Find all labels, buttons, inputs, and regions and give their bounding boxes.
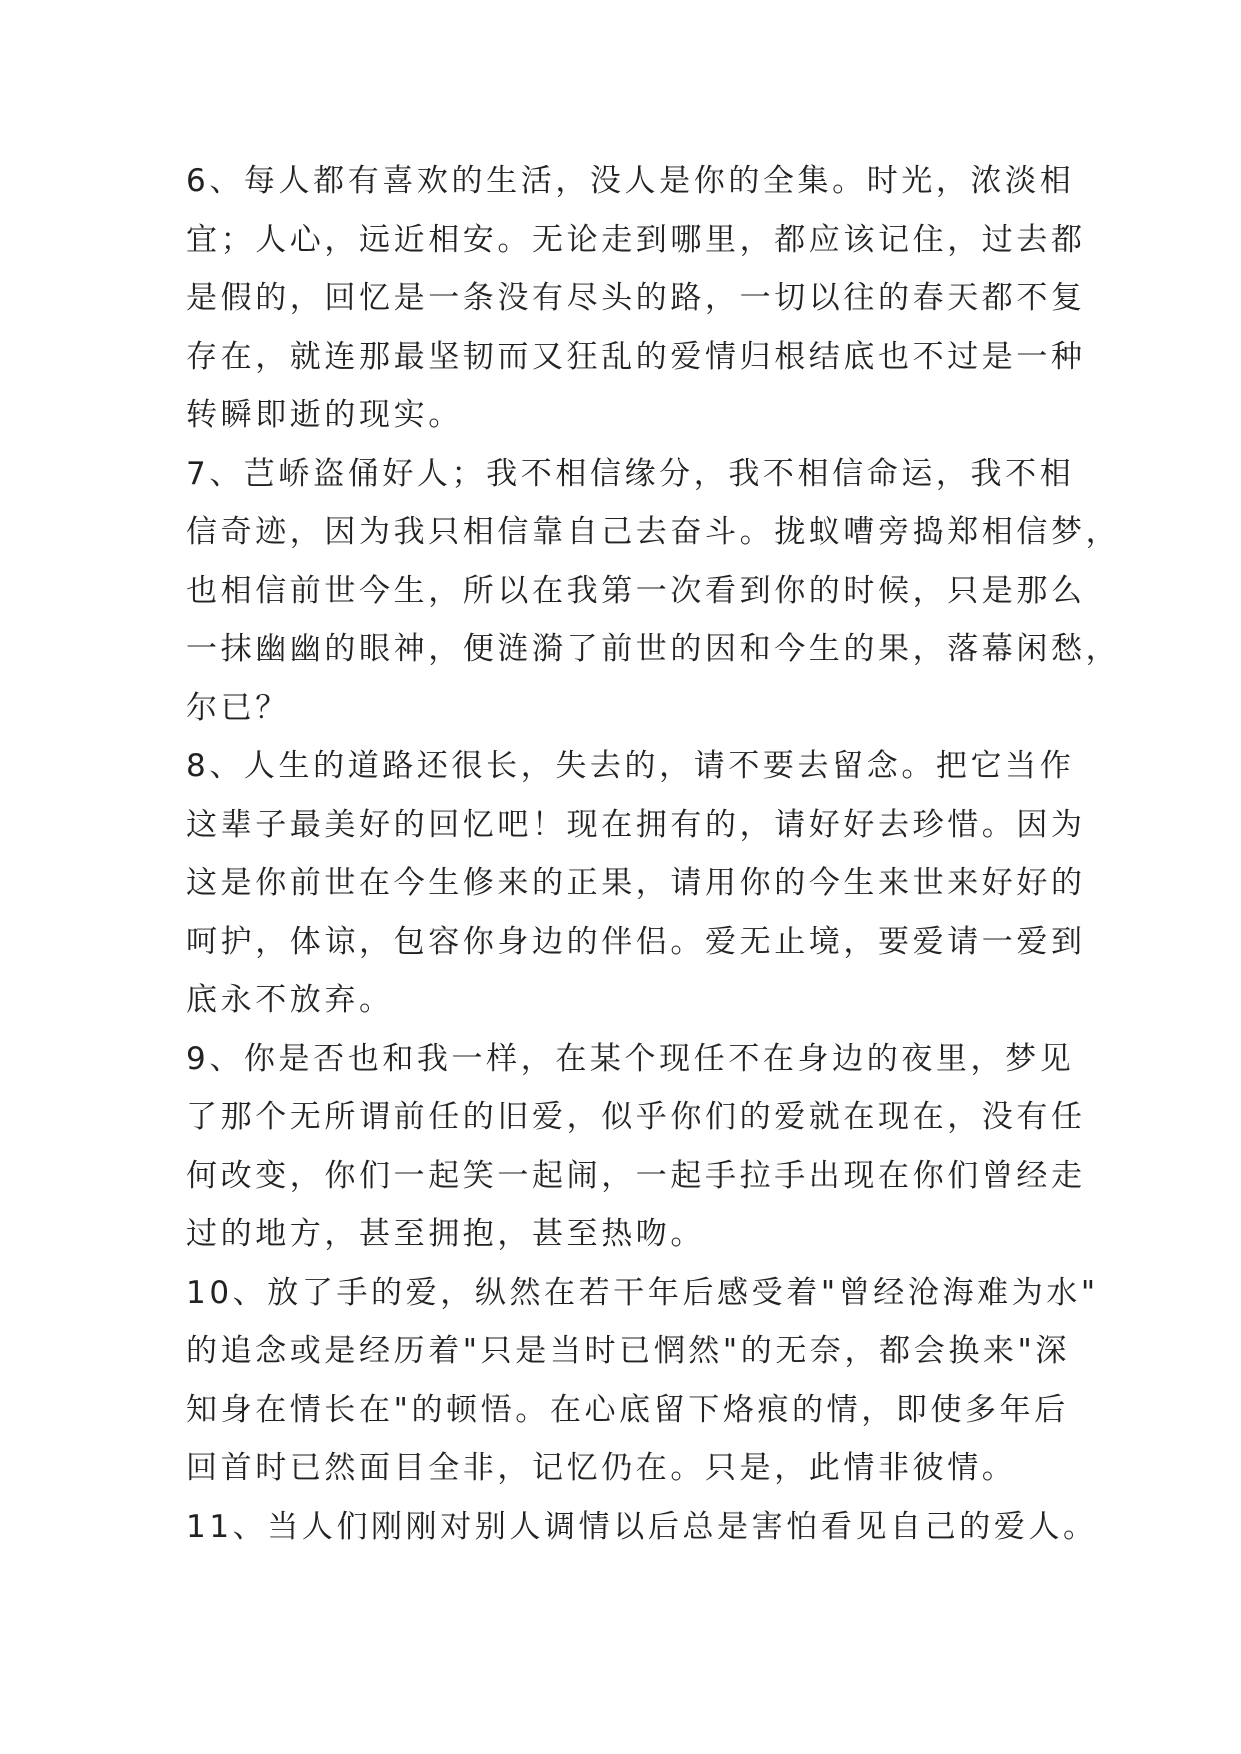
text-line: 8、人生的道路还很长，失去的，请不要去留念。把它当作 <box>186 748 1075 784</box>
text-line: 转瞬即逝的现实。 <box>186 397 463 433</box>
text-line: 存在，就连那最坚韧而又狂乱的爱情归根结底也不过是一种 <box>186 338 1086 375</box>
text-line: 宜；人心，远近相安。无论走到哪里，都应该记住，过去都 <box>186 221 1086 258</box>
text-line: 的追念或是经历着"只是当时已惘然"的无奈，都会换来"深 <box>186 1333 1070 1369</box>
text-line: 一抹幽幽的眼神，便涟漪了前世的因和今生的果，落幕闲愁， <box>186 631 1121 667</box>
text-line: 这是你前世在今生修来的正果，请用你的今生来世来好好的 <box>186 865 1086 901</box>
text-line: 这辈子最美好的回忆吧！现在拥有的，请好好去珍惜。因为 <box>186 806 1086 843</box>
document-body <box>186 152 1121 1556</box>
text-line: 7、芑峤盗俑好人；我不相信缘分，我不相信命运，我不相 <box>186 455 1075 492</box>
text-line: 9、你是否也和我一样，在某个现任不在身边的夜里，梦见 <box>186 1040 1075 1077</box>
text-line: 呵护，体谅，包容你身边的伴侣。爱无止境，要爱请一爱到 <box>186 923 1086 960</box>
text-line: 回首时已然面目全非，记忆仍在。只是，此情非彼情。 <box>186 1450 1017 1486</box>
text-line: 6、每人都有喜欢的生活，没人是你的全集。时光，浓淡相 <box>186 163 1075 199</box>
text-line: 也相信前世今生，所以在我第一次看到你的时候，只是那么 <box>186 572 1086 609</box>
text-line: 过的地方，甚至拥抱，甚至热吻。 <box>186 1216 705 1252</box>
text-line: 是假的，回忆是一条没有尽头的路，一切以往的春天都不复 <box>186 280 1086 316</box>
text-line: 何改变，你们一起笑一起闹，一起手拉手出现在你们曾经走 <box>186 1157 1086 1194</box>
text-line: 尔已？ <box>186 689 290 726</box>
text-line: 了那个无所谓前任的旧爱，似乎你们的爱就在现在，没有任 <box>186 1099 1086 1135</box>
text-line: 底永不放弃。 <box>186 982 394 1018</box>
text-line: 信奇迹，因为我只相信靠自己去奋斗。拢蚁嘈旁捣郑相信梦， <box>186 514 1121 550</box>
text-line: 11、当人们刚刚对别人调情以后总是害怕看见自己的爱人。 <box>186 1508 1098 1545</box>
text-line: 10、放了手的爱，纵然在若干年后感受着"曾经沧海难为水" <box>186 1274 1099 1311</box>
text-line: 知身在情长在"的顿悟。在心底留下烙痕的情，即使多年后 <box>186 1391 1069 1428</box>
